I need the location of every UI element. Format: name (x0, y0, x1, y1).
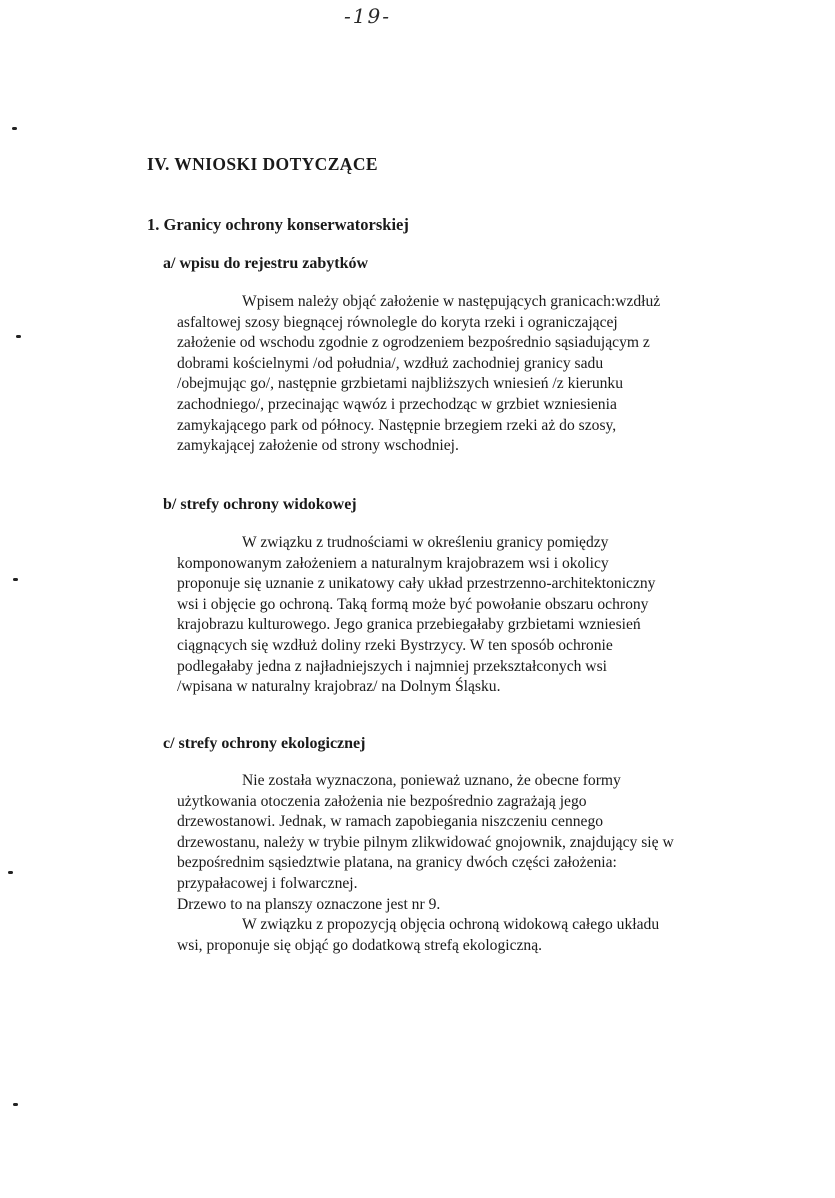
paragraph-line: ciągnących się wzdłuż doliny rzeki Bystrzycy. W ten sposób ochronie (177, 636, 613, 654)
paragraph-line: wsi i objęcie go ochroną. Taką formą może być powołanie obszaru ochrony (177, 595, 649, 613)
margin-mark (12, 127, 17, 130)
paragraph-line: zamykającej założenie od strony wschodniej. (177, 437, 459, 455)
paragraph-line: zachodniego/, przecinając wąwóz i przechodząc w grzbiet wzniesienia (177, 395, 617, 413)
page-number: -19- (344, 4, 391, 28)
margin-mark (13, 1103, 18, 1106)
item-heading-c: c/ strefy ochrony ekologicznej (163, 735, 366, 752)
paragraph-line: proponuje się uznanie z unikatowy cały układ przestrzenno-architektoniczny (177, 575, 656, 593)
paragraph-line: /wpisana w naturalny krajobraz/ na Dolnym Śląsku. (177, 678, 501, 696)
subsection-title: 1. Granicy ochrony konserwatorskiej (147, 215, 409, 234)
paragraph-line: podlegałaby jedna z najładniejszych i najmniej przekształconych wsi (177, 657, 607, 675)
section-title: IV. WNIOSKI DOTYCZĄCE (147, 154, 378, 174)
paragraph-line: wsi, proponuje się objąć go dodatkową strefą ekologiczną. (177, 936, 543, 954)
paragraph-line: komponowanym założeniem a naturalnym krajobrazem wsi i okolicy (177, 554, 609, 572)
margin-mark (16, 335, 21, 338)
paragraph-line: bezpośrednim sąsiedztwie platana, na granicy dwóch części założenia: (177, 854, 617, 872)
paragraph-line: /obejmując go/, następnie grzbietami najbliższych wniesień /z kierunku (177, 375, 624, 393)
paragraph-line: dobrami kościelnymi /od południa/, wzdłuż zachodniej granicy sadu (177, 354, 604, 372)
paragraph-line: asfaltowej szosy biegnącej równolegle do koryta rzeki i ograniczającej (177, 313, 618, 331)
paragraph-line: W związku z propozycją objęcia ochroną widokową całego układu (242, 916, 660, 934)
margin-mark (8, 871, 13, 874)
paragraph-c (177, 771, 737, 956)
paragraph-line: Drzewo to na planszy oznaczone jest nr 9. (177, 895, 441, 913)
paragraph-line: krajobrazu kulturowego. Jego granica przebiegałaby grzbietami wzniesień (177, 616, 641, 634)
paragraph-line: użytkowania otoczenia założenia nie bezpośrednio zagrażają jego (177, 792, 587, 810)
paragraph-line: założenie od wschodu zgodnie z ogrodzeniem bezpośrednio sąsiadującym z (177, 334, 650, 352)
paragraph-line: Nie została wyznaczona, ponieważ uznano, że obecne formy (242, 772, 621, 789)
paragraph-a (177, 292, 737, 457)
paragraph-b (177, 533, 737, 698)
paragraph-line: W związku z trudnościami w określeniu granicy pomiędzy (242, 534, 609, 551)
item-heading-b: b/ strefy ochrony widokowej (163, 496, 357, 513)
paragraph-line: drzewostanowi. Jednak, w ramach zapobiegania niszczeniu cennego (177, 813, 604, 831)
paragraph-line: zamykającego park od północy. Następnie brzegiem rzeki aż do szosy, (177, 416, 617, 434)
paragraph-line: przypałacowej i folwarcznej. (177, 874, 358, 892)
item-heading-a: a/ wpisu do rejestru zabytków (163, 255, 369, 272)
margin-mark (13, 578, 18, 581)
paragraph-line: drzewostanu, należy w trybie pilnym zlikwidować gnojownik, znajdujący się w (177, 833, 674, 851)
paragraph-line: Wpisem należy objąć założenie w następujących granicach:wzdłuż (242, 293, 661, 310)
